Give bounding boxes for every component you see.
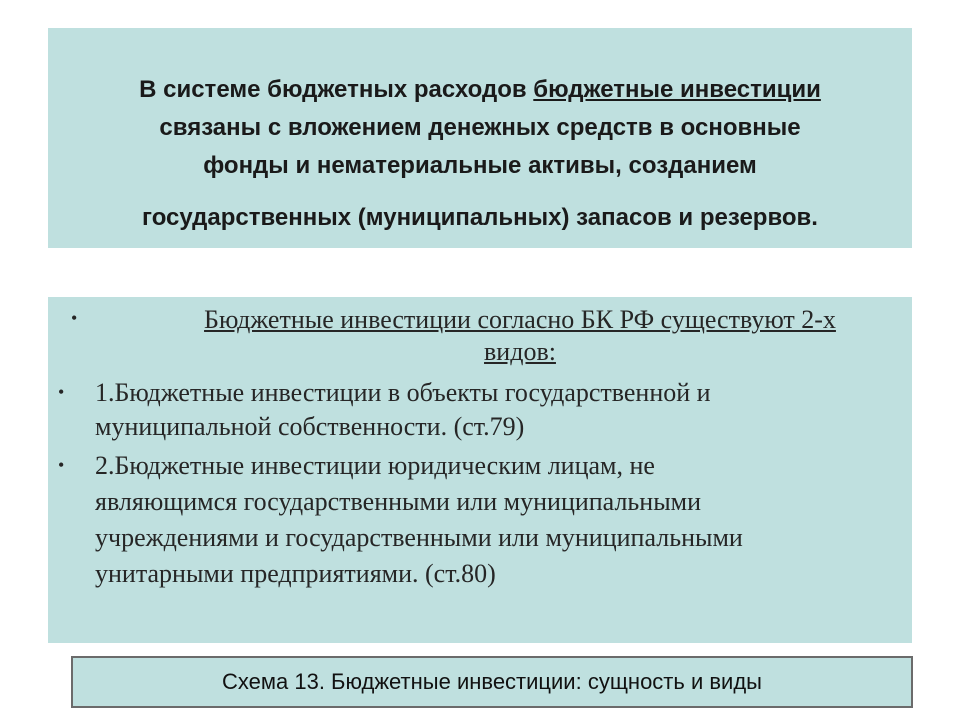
item-1-line-1: 1.Бюджетные инвестиции в объекты государственной и [95,378,711,407]
item-1-line-2: муниципальной собственности. (ст.79) [95,412,525,441]
types-box [48,297,912,643]
bullet-intro: • [71,308,78,328]
scheme-caption: Схема 13. Бюджетные инвестиции: сущность и виды [71,656,913,708]
intro-line-1: Бюджетные инвестиции согласно БК РФ существуют 2-х [204,305,836,334]
intro-line-2: видов: [484,337,556,366]
definition-line-4: государственных (муниципальных) запасов и резервов. [142,204,818,231]
bullet-item-1: • [58,382,65,402]
item-2-line-1: 2.Бюджетные инвестиции юридическим лицам, не [95,451,655,480]
definition-line-2: связаны с вложением денежных средств в основные [159,114,801,141]
item-2-line-3: учреждениями и государственными или муниципальными [95,523,743,552]
definition-line-3: фонды и нематериальные активы, созданием [203,152,757,179]
item-2-line-4: унитарными предприятиями. (ст.80) [95,559,496,588]
definition-box [48,28,912,248]
item-2-line-2: являющимся государственными или муниципальными [95,487,702,516]
definition-prefix: В системе бюджетных расходов [139,76,534,103]
definition-key-term: бюджетные инвестиции [533,76,821,103]
bullet-item-2: • [58,455,65,475]
definition-line-1 [48,72,912,108]
